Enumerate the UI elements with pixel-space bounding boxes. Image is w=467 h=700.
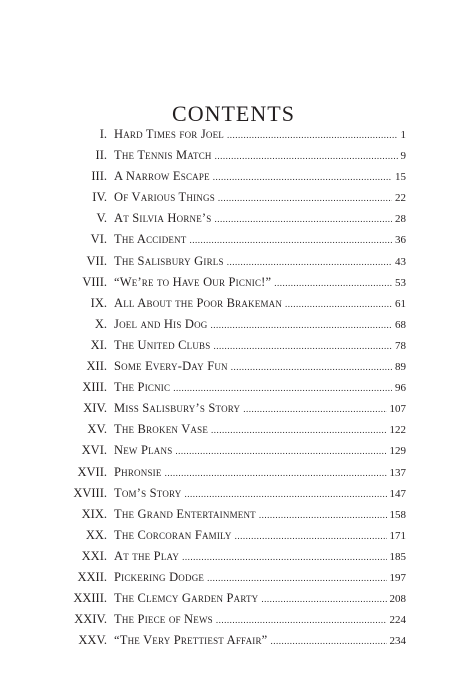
chapter-number: I. [99,127,107,141]
chapter-title: Hard Times for Joel [114,127,224,141]
toc-entry [66,127,406,148]
chapter-number: VI. [90,232,107,247]
page-number: 171 [389,529,406,542]
toc-entry [66,422,406,443]
chapter-number: VII. [86,253,107,268]
page-number: 89 [395,361,406,374]
toc-entry [66,169,406,190]
chapter-title: The United Clubs [114,337,211,352]
dot-leader [173,383,392,393]
chapter-number: XXII. [77,569,107,584]
dot-leader [285,299,392,309]
dot-leader [261,594,386,604]
dot-leader [207,573,386,583]
dot-leader [184,489,386,499]
toc-entry [66,148,406,169]
toc-entry [66,465,406,486]
page-number: 1 [400,129,406,141]
chapter-number: VIII. [82,274,107,289]
page-number: 185 [389,550,406,563]
page-number: 43 [395,255,406,268]
chapter-title: The Corcoran Family [114,527,232,542]
toc-entry [66,528,406,549]
dot-leader [231,362,392,372]
chapter-number: IX. [90,295,107,310]
chapter-title: The Grand Entertainment [114,506,256,521]
page-number: 158 [389,508,406,521]
chapter-title: New Plans [114,443,173,458]
dot-leader [274,278,392,288]
toc-entry [66,232,406,253]
page-number: 147 [389,487,406,500]
chapter-number: XXI. [81,548,107,563]
chapter-title: The Picnic [114,380,171,395]
toc-entry [66,211,406,232]
chapter-title: Phronsie [114,464,162,479]
dot-leader [213,341,392,351]
chapter-title: “The Very Prettiest Affair” [114,633,268,648]
toc-entry [66,486,406,507]
page-number: 129 [389,445,406,458]
chapter-number: XIX. [81,506,107,521]
chapter-number: XVIII. [73,485,107,500]
chapter-title: Tom’s Story [114,485,182,500]
page-number: 96 [395,382,406,395]
dot-leader [235,531,387,541]
toc-entry [66,254,406,275]
toc-entry [66,317,406,338]
chapter-number: XI. [90,337,107,352]
page-number: 9 [400,150,406,163]
page-number: 224 [389,614,406,627]
chapter-number: XXIV. [74,612,107,627]
dot-leader [182,552,386,562]
chapter-number: XVI. [81,443,107,458]
dot-leader [259,510,387,520]
chapter-number: IV. [92,190,107,205]
chapter-number: XIII. [82,380,107,395]
chapter-number: XII. [86,359,107,374]
toc-entry [66,591,406,612]
page-number: 28 [395,213,406,226]
toc-entry [66,612,406,633]
chapter-title: Joel and His Dog [114,316,208,331]
chapter-title: Of Various Things [114,190,215,205]
page-number: 197 [389,571,406,584]
page-number: 15 [395,171,406,184]
chapter-number: V. [96,211,107,226]
dot-leader [216,615,387,625]
chapter-title: At the Play [114,548,180,563]
dot-leader [227,130,398,140]
chapter-number: XX. [85,527,107,542]
chapter-title: Miss Salisbury’s Story [114,401,241,416]
chapter-title: “We’re to Have Our Picnic!” [114,274,272,289]
chapter-title: All About the Poor Brakeman [114,295,283,310]
chapter-number: XIV. [83,401,107,416]
chapter-title: A Narrow Escape [114,169,210,184]
dot-leader [190,235,393,245]
chapter-number: III. [91,169,107,184]
dot-leader [215,214,393,224]
chapter-number: X. [94,316,107,331]
toc-entry [66,275,406,296]
chapter-number: XV. [87,422,107,437]
chapter-number: XXIII. [73,591,107,606]
page-number: 78 [395,339,406,352]
dot-leader [211,320,393,330]
dot-leader [227,257,392,267]
toc-entry [66,190,406,211]
toc-entry [66,633,406,654]
toc-entry [66,507,406,528]
chapter-title: The Tennis Match [114,148,212,163]
chapter-title: The Clemcy Garden Party [114,591,259,606]
chapter-number: XVII. [77,464,107,479]
page-number: 36 [395,234,406,247]
page-number: 53 [395,276,406,289]
dot-leader [213,172,392,182]
toc-entry [66,338,406,359]
dot-leader [215,151,398,161]
page-number: 137 [389,466,406,479]
page-number: 234 [389,635,406,648]
page-number: 107 [389,403,406,416]
page-number: 68 [395,318,406,331]
page-number: 208 [389,593,406,606]
toc-entry [66,380,406,401]
dot-leader [211,425,386,435]
page-title: CONTENTS [172,100,295,126]
toc-entry [66,570,406,591]
table-of-contents [66,127,406,654]
chapter-title: The Salisbury Girls [114,253,224,268]
chapter-title: The Accident [114,232,187,247]
dot-leader [243,404,386,414]
chapter-title: The Piece of News [114,612,213,627]
page-number: 122 [389,424,406,437]
chapter-title: Pickering Dodge [114,569,205,584]
dot-leader [218,193,392,203]
dot-leader [270,636,386,646]
toc-entry [66,359,406,380]
page-number: 22 [395,192,406,205]
dot-leader [165,468,387,478]
chapter-number: XXV. [78,633,107,648]
page-number: 61 [395,297,406,310]
toc-entry [66,549,406,570]
chapter-title: The Broken Vase [114,422,209,437]
toc-entry [66,401,406,422]
chapter-title: Some Every-Day Fun [114,359,228,374]
chapter-title: At Silvia Horne’s [114,211,212,226]
toc-entry [66,296,406,317]
dot-leader [175,446,386,456]
toc-entry [66,443,406,464]
chapter-number: II. [95,148,107,163]
